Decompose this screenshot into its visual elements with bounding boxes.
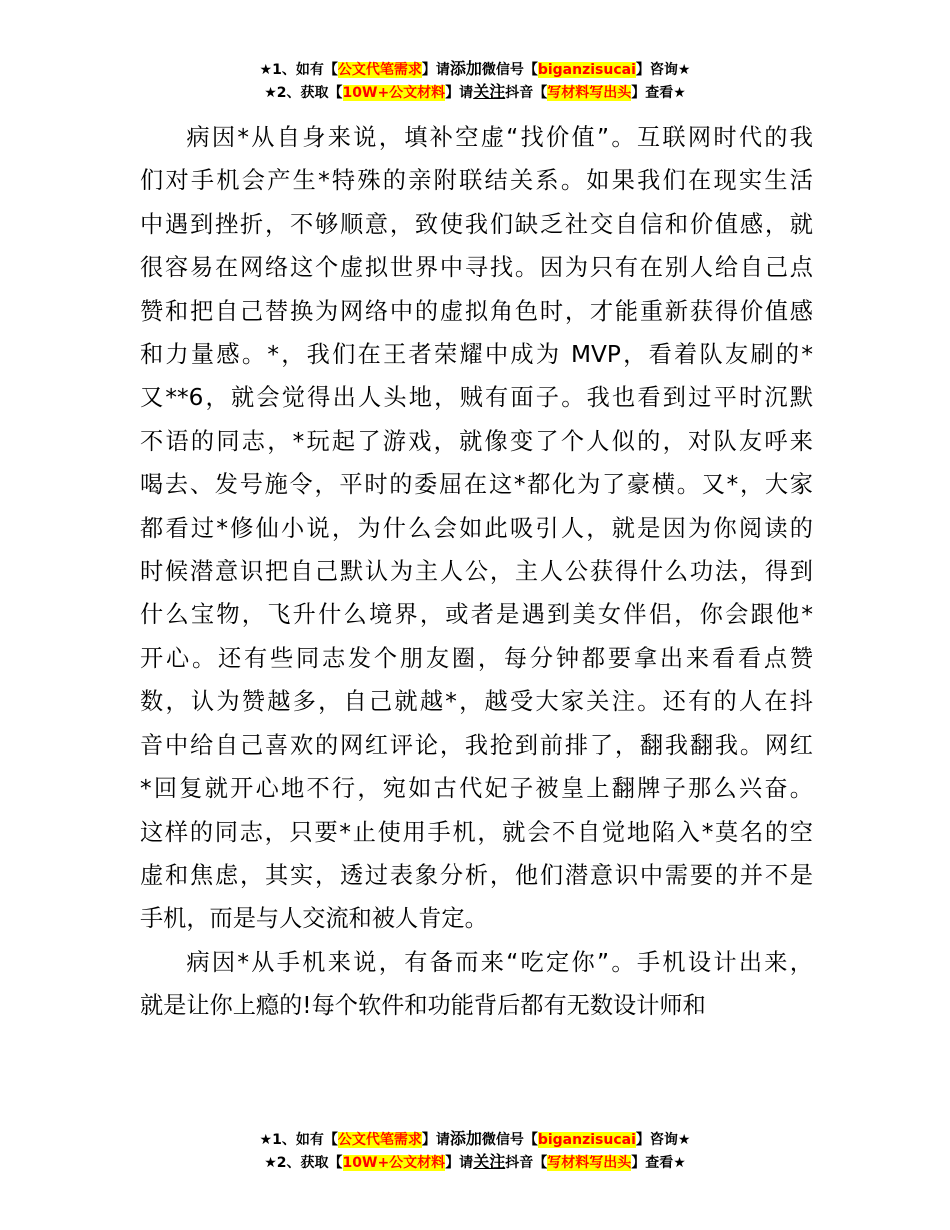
text-line: 不语的同志，*玩起了游戏，就像变了个人似的，对队友呼来 [140, 427, 813, 455]
highlight-douyin-id: 写材料写出头 [547, 1155, 632, 1171]
highlight-douyin-id: 写材料写出头 [547, 85, 632, 101]
highlight-wechat-id: biganzisucai [537, 62, 636, 78]
banner-text: 微信号【 [481, 62, 538, 78]
document-body [140, 116, 813, 1028]
text-line: 数，认为赞越多，自己就越*，越受大家关注。还有的人在抖 [140, 688, 813, 716]
banner-text: ★1、如有【 [259, 1132, 338, 1148]
text-line: 就是让你上瘾的!每个软件和功能背后都有无数设计师和 [140, 992, 706, 1020]
text-line: 时候潜意识把自己默认为主人公，主人公获得什么功法，得到 [140, 558, 813, 586]
banner-line-1 [0, 1128, 950, 1151]
banner-text: 抖音【 [505, 1155, 548, 1171]
text-line: 都看过*修仙小说，为什么会如此吸引人，就是因为你阅读的 [140, 514, 813, 542]
text-line: 中遇到挫折，不够顺意，致使我们缺乏社交自信和价值感，就 [140, 210, 813, 238]
banner-line-2 [0, 1151, 950, 1174]
banner-text: 】查看★ [631, 1155, 686, 1171]
text-line: 们对手机会产生*特殊的亲附联结关系。如果我们在现实生活 [140, 167, 813, 195]
banner-text: 】咨询★ [635, 62, 691, 78]
text-line: 虚和焦虑，其实，透过表象分析，他们潜意识中需要的并不是 [140, 861, 813, 889]
banner-text: 】请 [421, 62, 450, 78]
banner-emphasis: 添加 [449, 1129, 482, 1148]
banner-text: 】请 [421, 1132, 450, 1148]
banner-line-1 [0, 58, 950, 81]
banner-emphasis: 添加 [449, 59, 482, 78]
text-line: 病因*从手机来说，有备而来“吃定你”。手机设计出来， [186, 948, 813, 976]
text-line: 又**6，就会觉得出人头地，贼有面子。我也看到过平时沉默 [140, 384, 813, 412]
highlight-service: 公文代笔需求 [337, 1132, 422, 1148]
text-line: 和力量感。*，我们在王者荣耀中成为 MVP，看着队友刷的* [140, 341, 813, 369]
text-line: 音中给自己喜欢的网红评论，我抢到前排了，翻我翻我。网红 [140, 731, 813, 759]
banner-text: ★1、如有【 [259, 62, 338, 78]
banner-emphasis: 关注 [473, 82, 506, 101]
highlight-wechat-id: biganzisucai [537, 1132, 636, 1148]
banner-text: ★2、获取【 [264, 1155, 343, 1171]
text-line: 这样的同志，只要*止使用手机，就会不自觉地陷入*莫名的空 [140, 818, 813, 846]
text-line: 手机，而是与人交流和被人肯定。 [140, 905, 488, 933]
footer-banner [0, 1128, 950, 1174]
header-banner [0, 58, 950, 104]
highlight-materials: 10W+公文材料 [342, 85, 446, 101]
banner-text: 】咨询★ [635, 1132, 691, 1148]
banner-text: 】请 [445, 1155, 474, 1171]
paragraph-1 [140, 116, 813, 941]
text-line: 病因*从自身来说，填补空虚“找价值”。互联网时代的我 [186, 124, 813, 151]
text-line: 赞和把自己替换为网络中的虚拟角色时，才能重新获得价值感 [140, 297, 813, 325]
banner-text: 】请 [445, 85, 474, 101]
banner-text: 抖音【 [505, 85, 548, 101]
banner-text: ★2、获取【 [264, 85, 343, 101]
text-line: *回复就开心地不行，宛如古代妃子被皇上翻牌子那么兴奋。 [140, 775, 813, 803]
banner-emphasis: 关注 [473, 1152, 506, 1171]
banner-line-2 [0, 81, 950, 104]
text-line: 喝去、发号施令，平时的委屈在这*都化为了豪横。又*，大家 [140, 471, 813, 499]
highlight-materials: 10W+公文材料 [342, 1155, 446, 1171]
text-line: 很容易在网络这个虚拟世界中寻找。因为只有在别人给自己点 [140, 254, 813, 282]
paragraph-2 [140, 941, 813, 1028]
banner-text: 微信号【 [481, 1132, 538, 1148]
highlight-service: 公文代笔需求 [337, 62, 422, 78]
text-line: 什么宝物，飞升什么境界，或者是遇到美女伴侣，你会跟他* [140, 601, 813, 629]
text-line: 开心。还有些同志发个朋友圈，每分钟都要拿出来看看点赞 [140, 644, 813, 672]
banner-text: 】查看★ [631, 85, 686, 101]
